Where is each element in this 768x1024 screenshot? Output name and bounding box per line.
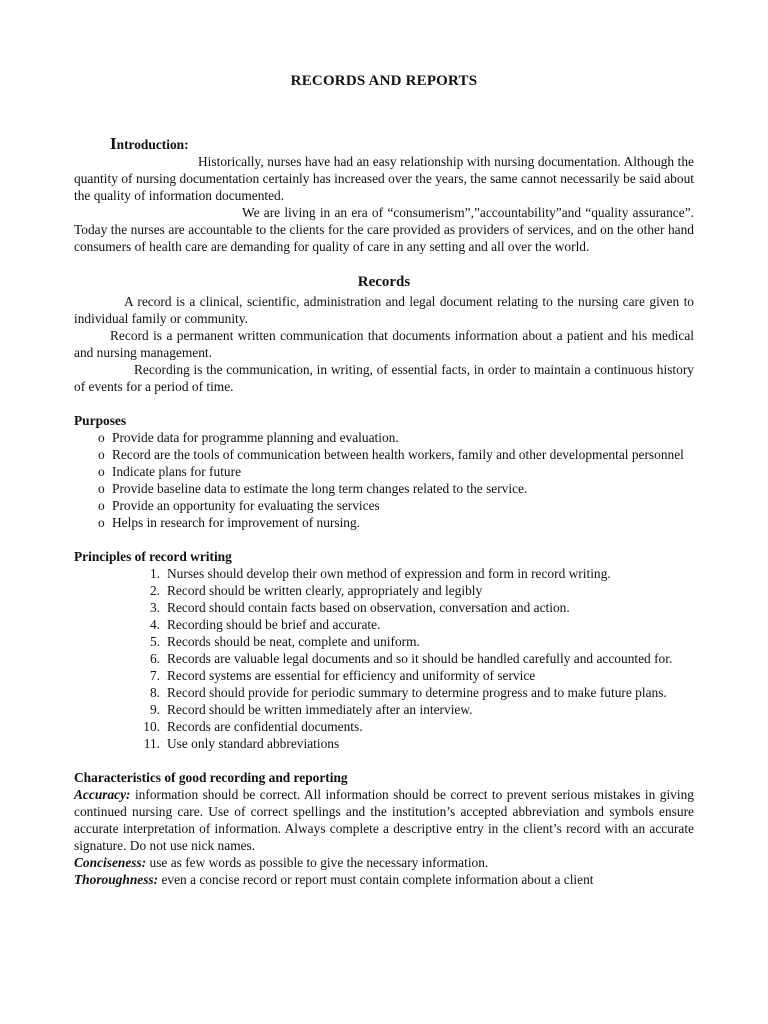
introduction-section [74,135,694,255]
records-heading: Records [357,274,411,290]
list-item-text: Provide an opportunity for evaluating the services [112,498,380,513]
list-item [140,718,694,735]
characteristic-item [74,871,694,888]
list-item [140,667,694,684]
list-item [140,701,694,718]
list-item-text: Recording should be brief and accurate. [167,617,381,632]
introduction-heading-rest: ntroduction: [116,137,189,152]
introduction-heading [110,135,694,153]
list-item-number: 5. [149,634,160,649]
characteristics-section [74,769,694,888]
characteristic-text: even a concise record or report must contain complete information about a client [158,872,594,887]
list-item-number: 1. [149,566,160,581]
list-item [140,582,694,599]
bullet-icon: o [98,447,105,462]
list-item-text: Records are valuable legal documents and so it should be handled carefully and accounted for. [167,651,673,666]
introduction-paragraph: We are living in an era of “consumerism”,”accountability”and “quality assurance”. Today the nurses are accountable to the clients for the care provided as providers of services, and on the other hand consumers of health care are demanding for quality of care in any setting and all over the world. [74,205,694,254]
characteristic-term: Conciseness: [74,855,147,870]
list-item [140,684,694,701]
list-item [140,599,694,616]
list-item [140,616,694,633]
list-item-number: 7. [149,668,160,683]
purposes-section [74,412,694,531]
records-section [74,273,694,395]
list-item-text: Provide data for programme planning and evaluation. [112,430,399,445]
characteristics-heading: Characteristics of good recording and reporting [74,770,348,785]
list-item-number: 11. [143,736,160,751]
introduction-heading-cap: I [110,134,117,153]
characteristic-text: information should be correct. All information should be correct to prevent serious mistakes in giving continued nursing care. Use of correct spellings and the institution’s accepted abbreviation and symbols ensure accurate interpretation of information. Always complete a descriptive entry in the client’s record with an accurate signature. Do not use nick names. [74,787,694,853]
list-item-text: Helps in research for improvement of nursing. [112,515,361,530]
bullet-icon: o [98,430,105,445]
principles-list [74,565,694,752]
list-item-text: Records should be neat, complete and uniform. [167,634,420,649]
list-item-number: 2. [149,583,160,598]
purposes-heading: Purposes [74,413,127,428]
page-title: RECORDS AND REPORTS [290,73,478,89]
list-item [98,480,694,497]
bullet-icon: o [98,464,105,479]
bullet-icon: o [98,515,105,530]
principles-section [74,548,694,752]
principles-heading: Principles of record writing [74,549,232,564]
list-item-number: 8. [149,685,160,700]
list-item [140,650,694,667]
list-item-number: 9. [149,702,160,717]
introduction-paragraph: Historically, nurses have had an easy relationship with nursing documentation. Although the quantity of nursing documentation certainly has increased over the years, the same cannot necessarily be said about the quality of information documented. [74,154,694,203]
list-item-text: Nurses should develop their own method of expression and form in record writing. [167,566,611,581]
bullet-icon: o [98,498,105,513]
bullet-icon: o [98,481,105,496]
purposes-list [74,429,694,531]
characteristic-item [74,854,694,871]
characteristic-text: use as few words as possible to give the necessary information. [146,855,489,870]
list-item-text: Record should contain facts based on observation, conversation and action. [167,600,570,615]
list-item [98,514,694,531]
characteristic-term: Accuracy: [74,787,131,802]
records-paragraph: Record is a permanent written communication that documents information about a patient and his medical and nursing management. [74,328,694,360]
characteristic-item [74,786,694,854]
list-item [98,497,694,514]
list-item-text: Provide baseline data to estimate the long term changes related to the service. [112,481,528,496]
list-item [140,633,694,650]
list-item-text: Use only standard abbreviations [167,736,340,751]
list-item [140,565,694,582]
list-item-text: Record should be written clearly, appropriately and legibly [167,583,483,598]
list-item-number: 4. [149,617,160,632]
list-item-number: 10. [143,719,160,734]
list-item-text: Record are the tools of communication between health workers, family and other developmental personnel [112,447,684,462]
list-item-text: Record should be written immediately after an interview. [167,702,473,717]
list-item-text: Indicate plans for future [112,464,242,479]
list-item-text: Records are confidential documents. [167,719,363,734]
list-item-number: 3. [149,600,160,615]
characteristic-term: Thoroughness: [74,872,159,887]
list-item [140,735,694,752]
records-paragraph: A record is a clinical, scientific, administration and legal document relating to the nursing care given to individual family or community. [74,294,694,326]
list-item-text: Record systems are essential for efficiency and uniformity of service [167,668,536,683]
records-paragraph: Recording is the communication, in writing, of essential facts, in order to maintain a continuous history of events for a period of time. [74,362,694,394]
list-item [98,429,694,446]
list-item-number: 6. [149,651,160,666]
list-item-text: Record should provide for periodic summary to determine progress and to make future plans. [167,685,667,700]
list-item [98,446,694,463]
list-item [98,463,694,480]
